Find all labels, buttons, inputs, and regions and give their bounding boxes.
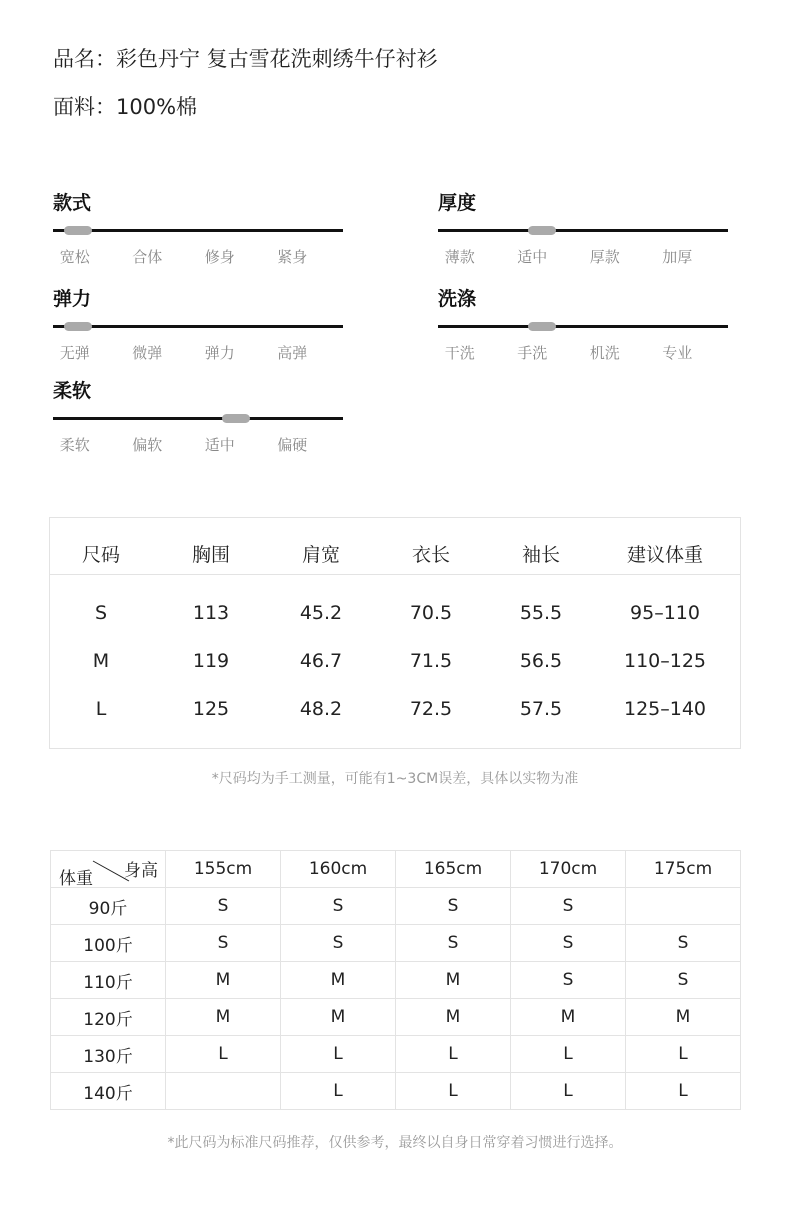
attribute-3 [438, 288, 728, 362]
corner-cell [51, 851, 166, 888]
attribute-track [53, 325, 343, 328]
size-cell: L [95, 698, 107, 720]
size-recommendation-cell: M [166, 962, 281, 999]
attribute-option: 适中 [204, 436, 235, 454]
size-recommendation-cell: M [281, 999, 396, 1036]
product-name: 品名：彩色丹宁 复古雪花洗刺绣牛仔衬衫 [53, 47, 438, 71]
size-recommendation-cell: M [281, 962, 396, 999]
size-recommendation-cell: S [396, 888, 511, 925]
table-row [51, 1036, 741, 1073]
recommend-header-row [51, 851, 741, 888]
size-recommendation-table [50, 850, 741, 1110]
size-cell: 113 [192, 602, 230, 624]
size-cell: 72.5 [409, 698, 453, 720]
size-recommendation-cell: L [511, 1036, 626, 1073]
size-cell: 95–110 [630, 602, 700, 624]
attribute-4 [53, 380, 343, 454]
corner-top-label: 身高 [124, 861, 158, 881]
table-row [51, 925, 741, 962]
size-cell: S [94, 602, 108, 624]
height-header-cell: 160cm [281, 851, 396, 888]
attribute-option: 微弹 [132, 344, 163, 362]
size-recommendation-cell: L [281, 1036, 396, 1073]
size-recommendation-cell: S [626, 962, 741, 999]
size-cell: 46.7 [299, 650, 343, 672]
size-recommendation-cell: L [166, 1036, 281, 1073]
attribute-track [53, 417, 343, 420]
attribute-track [438, 229, 728, 232]
table-row [51, 888, 741, 925]
size-recommendation-cell: S [511, 962, 626, 999]
attribute-title: 厚度 [438, 192, 477, 214]
size-recommendation-cell: L [511, 1073, 626, 1110]
recommendation-note: *此尺码为标准尺码推荐，仅供参考，最终以自身日常穿着习惯进行选择。 [167, 1135, 623, 1151]
size-cell: 119 [192, 650, 230, 672]
attribute-marker [528, 226, 556, 235]
weight-cell: 100斤 [51, 925, 166, 962]
size-recommendation-cell: L [396, 1073, 511, 1110]
size-header-cell: 袖长 [521, 544, 560, 566]
size-recommendation-cell: L [396, 1036, 511, 1073]
size-recommendation-cell: L [626, 1073, 741, 1110]
size-recommendation-cell: S [166, 925, 281, 962]
attribute-option: 机洗 [589, 344, 620, 362]
attribute-option: 无弹 [59, 344, 90, 362]
size-cell: 125 [192, 698, 230, 720]
size-header-cell: 肩宽 [301, 544, 340, 566]
size-chart-header [50, 518, 740, 575]
attribute-option: 加厚 [662, 248, 693, 266]
attribute-2 [53, 288, 343, 362]
attribute-option: 偏硬 [277, 436, 308, 454]
size-recommendation-cell: L [626, 1036, 741, 1073]
height-header-cell: 155cm [166, 851, 281, 888]
size-cell: 45.2 [299, 602, 343, 624]
size-recommendation-cell: S [281, 888, 396, 925]
size-cell: 56.5 [519, 650, 563, 672]
attribute-option: 柔软 [59, 436, 90, 454]
size-header-cell: 建议体重 [626, 544, 703, 566]
size-cell: 48.2 [299, 698, 343, 720]
attribute-option: 薄款 [444, 248, 475, 266]
attribute-option: 修身 [204, 248, 235, 266]
attribute-marker [528, 322, 556, 331]
size-cell: 57.5 [519, 698, 563, 720]
table-row [51, 999, 741, 1036]
attribute-option: 弹力 [204, 344, 235, 362]
attribute-option: 高弹 [277, 344, 308, 362]
size-recommendation-cell: S [281, 925, 396, 962]
fabric-info: 面料：100%棉 [53, 95, 198, 119]
size-cell: M [92, 650, 110, 672]
size-header-cell: 衣长 [411, 544, 450, 566]
size-cell: 110–125 [623, 650, 707, 672]
size-recommendation-cell: M [511, 999, 626, 1036]
size-recommendation-cell: S [396, 925, 511, 962]
corner-bottom-label: 体重 [59, 869, 93, 889]
attribute-option: 手洗 [517, 344, 548, 362]
attribute-0 [53, 192, 343, 266]
height-header-cell: 170cm [511, 851, 626, 888]
weight-cell: 110斤 [51, 962, 166, 999]
size-recommendation-cell: S [511, 925, 626, 962]
size-recommendation-cell: M [396, 999, 511, 1036]
attribute-track [53, 229, 343, 232]
attribute-marker [64, 226, 92, 235]
size-recommendation-cell: S [166, 888, 281, 925]
weight-cell: 130斤 [51, 1036, 166, 1073]
size-recommendation-cell: M [626, 999, 741, 1036]
size-cell: 55.5 [519, 602, 563, 624]
size-recommendation-cell: S [511, 888, 626, 925]
size-recommendation-cell: M [396, 962, 511, 999]
attribute-track [438, 325, 728, 328]
height-header-cell: 165cm [396, 851, 511, 888]
attribute-option: 干洗 [444, 344, 475, 362]
attribute-title: 洗涤 [438, 288, 477, 310]
attribute-title: 弹力 [53, 288, 92, 310]
size-header-cell: 尺码 [81, 544, 120, 566]
size-chart-note: *尺码均为手工测量，可能有1~3CM误差，具体以实物为准 [211, 771, 579, 787]
weight-cell: 120斤 [51, 999, 166, 1036]
size-cell: 125–140 [623, 698, 707, 720]
size-cell: 70.5 [409, 602, 453, 624]
attribute-option: 专业 [662, 344, 693, 362]
attribute-option: 厚款 [589, 248, 620, 266]
attribute-option: 适中 [517, 248, 548, 266]
table-row [51, 1073, 741, 1110]
size-cell: 71.5 [409, 650, 453, 672]
size-recommendation-cell: M [166, 999, 281, 1036]
attribute-1 [438, 192, 728, 266]
attribute-option: 合体 [132, 248, 163, 266]
attribute-option: 宽松 [59, 248, 90, 266]
size-recommendation-cell: L [281, 1073, 396, 1110]
weight-cell: 90斤 [51, 888, 166, 925]
height-header-cell: 175cm [626, 851, 741, 888]
attribute-marker [222, 414, 250, 423]
size-recommendation-cell [626, 888, 741, 925]
size-recommendation-cell [166, 1073, 281, 1110]
size-header-cell: 胸围 [191, 544, 230, 566]
attribute-marker [64, 322, 92, 331]
attribute-option: 偏软 [132, 436, 163, 454]
size-recommendation-cell: S [626, 925, 741, 962]
weight-cell: 140斤 [51, 1073, 166, 1110]
table-row [51, 962, 741, 999]
size-chart [49, 517, 741, 749]
attribute-title: 柔软 [53, 380, 92, 402]
attribute-option: 紧身 [277, 248, 308, 266]
attribute-title: 款式 [53, 192, 92, 214]
